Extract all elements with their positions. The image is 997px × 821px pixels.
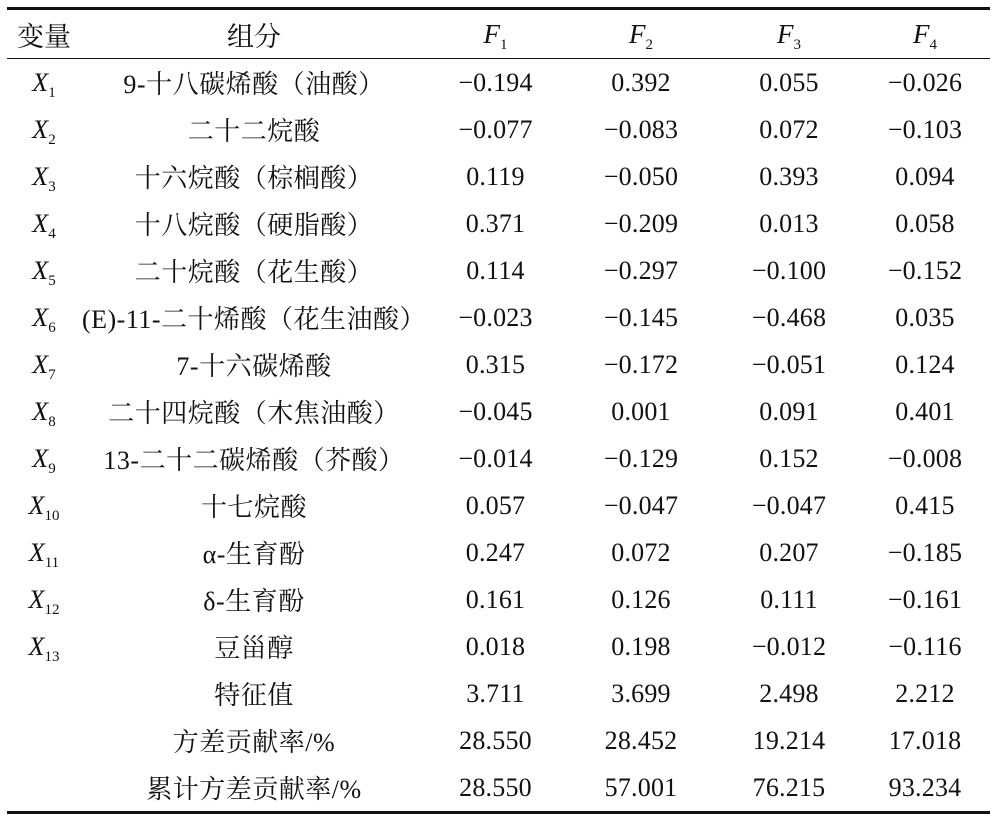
table-row [7, 623, 990, 670]
variable-cell [7, 341, 81, 388]
header-f4-base: F [913, 18, 930, 49]
variable-cell [7, 247, 81, 294]
loading-value-f1: 0.161 [465, 584, 526, 614]
variable-cell [7, 59, 81, 107]
variable-base: X [28, 584, 45, 614]
loading-value-f4: 0.035 [895, 302, 955, 332]
table-row [7, 435, 990, 482]
loading-value-f3: −0.047 [751, 490, 827, 520]
loading-value-f1: −0.014 [458, 443, 533, 473]
header-f3 [718, 9, 860, 59]
component-cell: (E)-11-二十烯酸（花生油酸） [81, 305, 427, 334]
loading-value-f4: −0.161 [887, 584, 963, 614]
summary-value-f3: 76.215 [752, 772, 826, 802]
loading-value-f2: 0.198 [611, 631, 671, 661]
summary-value-f2: 3.699 [611, 678, 671, 708]
variable-subscript: 6 [48, 319, 56, 336]
header-f1-sub: 1 [500, 36, 508, 53]
variable-cell [7, 576, 81, 623]
table-row [7, 482, 990, 529]
variable-subscript: 13 [44, 648, 60, 665]
summary-value-f2: 57.001 [604, 772, 678, 802]
summary-empty-cell [7, 764, 81, 813]
variable-base: X [32, 349, 49, 379]
table-row [7, 106, 990, 153]
component-cell: 13-二十二碳烯酸（芥酸） [103, 446, 405, 475]
variable-base: X [32, 114, 49, 144]
table-row [7, 388, 990, 435]
variable-base: X [28, 631, 45, 661]
loading-value-f1: 0.057 [465, 490, 526, 520]
loading-value-f3: 0.152 [759, 443, 819, 473]
loading-value-f3: 0.013 [759, 208, 819, 238]
component-cell: δ-生育酚 [203, 587, 305, 616]
loading-value-f2: −0.129 [603, 443, 679, 473]
component-cell: 豆甾醇 [214, 634, 294, 663]
loading-value-f4: 0.094 [895, 161, 955, 191]
summary-row [7, 670, 990, 717]
variable-base: X [28, 490, 45, 520]
loading-value-f4: −0.103 [887, 114, 963, 144]
loading-value-f2: −0.209 [603, 208, 679, 238]
loading-value-f4: 0.124 [895, 349, 955, 379]
summary-row [7, 717, 990, 764]
variable-subscript: 2 [48, 131, 56, 148]
loading-value-f2: −0.297 [603, 255, 679, 285]
table-row [7, 247, 990, 294]
header-component: 组分 [227, 21, 281, 52]
summary-label: 方差贡献率/% [172, 728, 336, 757]
loading-value-f4: −0.152 [887, 255, 963, 285]
loading-value-f3: 0.055 [759, 67, 819, 97]
table-row [7, 341, 990, 388]
loading-value-f1: 0.371 [465, 208, 526, 238]
component-cell: α-生育酚 [202, 540, 306, 569]
variable-cell [7, 482, 81, 529]
factor-loading-table-container [7, 7, 990, 814]
variable-cell [7, 435, 81, 482]
loading-value-f1: 0.114 [466, 255, 525, 285]
loading-value-f4: −0.185 [887, 537, 963, 567]
factor-loading-table [7, 7, 990, 814]
variable-cell [7, 388, 81, 435]
variable-subscript: 1 [48, 84, 56, 101]
component-cell: 二十二烷酸 [187, 117, 321, 146]
loading-value-f1: −0.023 [458, 302, 533, 332]
loading-value-f3: 0.072 [759, 114, 819, 144]
component-cell: 7-十六碳烯酸 [176, 352, 332, 381]
component-cell: 9-十八碳烯酸（油酸） [123, 70, 385, 99]
variable-base: X [32, 161, 49, 191]
table-row [7, 200, 990, 247]
header-f2 [564, 9, 718, 59]
variable-subscript: 4 [48, 225, 56, 242]
summary-row [7, 764, 990, 813]
component-cell: 十六烷酸（棕榈酸） [134, 164, 374, 193]
variable-base: X [32, 302, 49, 332]
loading-value-f1: 0.119 [466, 161, 525, 191]
variable-subscript: 9 [48, 460, 56, 477]
variable-base: X [28, 537, 45, 567]
loading-value-f2: 0.126 [611, 584, 671, 614]
header-f4 [860, 9, 990, 59]
variable-base: X [32, 396, 49, 426]
header-f3-base: F [777, 18, 794, 49]
loading-value-f3: 0.111 [760, 584, 818, 614]
loading-value-f1: −0.077 [458, 114, 533, 144]
variable-subscript: 3 [48, 178, 56, 195]
table-row [7, 59, 990, 107]
header-f2-base: F [629, 18, 646, 49]
summary-value-f4: 93.234 [888, 772, 962, 802]
header-f1-base: F [483, 18, 500, 49]
variable-cell [7, 200, 81, 247]
table-row [7, 576, 990, 623]
loading-value-f4: −0.116 [888, 631, 962, 661]
loading-value-f4: −0.008 [887, 443, 963, 473]
variable-base: X [32, 255, 49, 285]
component-cell: 二十四烷酸（木焦油酸） [108, 399, 400, 428]
component-cell: 十七烷酸 [200, 493, 307, 522]
loading-value-f4: 0.401 [895, 396, 955, 426]
table-row [7, 153, 990, 200]
variable-cell [7, 106, 81, 153]
summary-value-f1: 28.550 [459, 725, 532, 755]
summary-value-f1: 3.711 [466, 678, 525, 708]
header-f3-sub: 3 [793, 36, 801, 53]
loading-value-f1: 0.315 [465, 349, 526, 379]
loading-value-f3: −0.051 [751, 349, 827, 379]
table-header [7, 9, 990, 59]
loading-value-f1: 0.018 [465, 631, 526, 661]
summary-value-f3: 2.498 [759, 678, 819, 708]
variable-base: X [32, 208, 49, 238]
loading-value-f3: 0.393 [759, 161, 819, 191]
loading-value-f4: 0.058 [895, 208, 955, 238]
component-cell: 二十烷酸（花生酸） [134, 258, 374, 287]
summary-label: 特征值 [214, 681, 294, 710]
loading-value-f2: −0.050 [603, 161, 679, 191]
loading-value-f2: 0.072 [611, 537, 671, 567]
loading-value-f3: −0.100 [751, 255, 827, 285]
summary-label: 累计方差贡献率/% [146, 775, 362, 804]
loading-value-f3: −0.012 [751, 631, 827, 661]
variable-base: X [32, 67, 49, 97]
variable-subscript: 12 [44, 601, 60, 618]
summary-empty-cell [7, 670, 81, 717]
table-row [7, 529, 990, 576]
variable-subscript: 10 [44, 507, 60, 524]
variable-subscript: 11 [44, 554, 60, 571]
table-body [7, 59, 990, 813]
loading-value-f3: 0.091 [759, 396, 819, 426]
loading-value-f2: −0.172 [603, 349, 679, 379]
summary-value-f4: 17.018 [888, 725, 962, 755]
loading-value-f2: 0.001 [611, 396, 671, 426]
loading-value-f4: −0.026 [887, 67, 963, 97]
header-f4-sub: 4 [929, 36, 937, 53]
loading-value-f3: −0.468 [751, 302, 827, 332]
variable-cell [7, 153, 81, 200]
variable-cell [7, 294, 81, 341]
summary-value-f4: 2.212 [895, 678, 955, 708]
loading-value-f2: −0.145 [603, 302, 679, 332]
loading-value-f1: −0.045 [458, 396, 533, 426]
summary-empty-cell [7, 717, 81, 764]
variable-subscript: 5 [48, 272, 56, 289]
header-f1 [427, 9, 564, 59]
loading-value-f2: −0.047 [603, 490, 679, 520]
header-f2-sub: 2 [645, 36, 653, 53]
loading-value-f1: 0.247 [465, 537, 526, 567]
loading-value-f3: 0.207 [759, 537, 819, 567]
variable-subscript: 8 [48, 413, 56, 430]
variable-cell [7, 529, 81, 576]
summary-value-f1: 28.550 [459, 772, 532, 802]
variable-subscript: 7 [48, 366, 56, 383]
component-cell: 十八烷酸（硬脂酸） [134, 211, 374, 240]
variable-cell [7, 623, 81, 670]
summary-value-f3: 19.214 [752, 725, 826, 755]
summary-value-f2: 28.452 [604, 725, 678, 755]
header-variable: 变量 [17, 21, 71, 52]
loading-value-f2: 0.392 [611, 67, 671, 97]
loading-value-f4: 0.415 [895, 490, 955, 520]
loading-value-f1: −0.194 [458, 67, 533, 97]
header-row [7, 9, 990, 59]
loading-value-f2: −0.083 [603, 114, 679, 144]
variable-base: X [32, 443, 49, 473]
table-row [7, 294, 990, 341]
